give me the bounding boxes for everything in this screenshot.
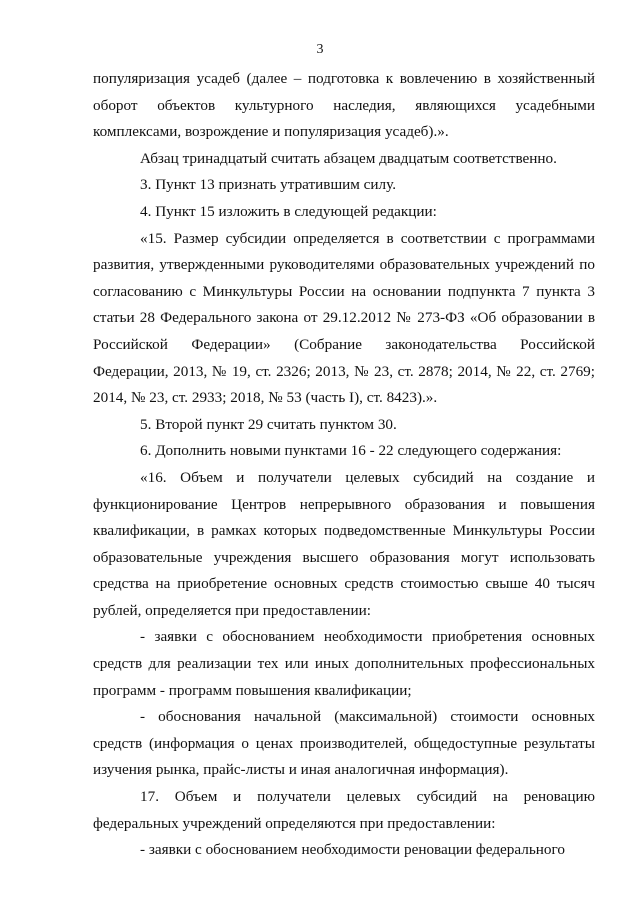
paragraph-point-17: 17. Объем и получатели целевых субсидий на реновацию федеральных учреждений определяются при предоставлении: [93,788,595,832]
paragraph-abzac: Абзац тринадцатый считать абзацем двадцатым соответственно. [140,149,557,167]
paragraph-point-15: «15. Размер субсидии определяется в соответствии с программами развития, утвержденными руководителями образовательных учреждений по согласованию с Минкультуры России на основании подпункта 7 пункта 3 статьи 28 Федерального закона от 29.12.2012 № 273-ФЗ «Об образовании в Российской Федерации» (Собрание законодательства Российской Федерации, 2013, № 19, ст. 2326; 2013, № 23, ст. 2878; 2014, № 22, ст. 2769; 2014, № 23, ст. 2933; 2018, № 53 (часть I), ст. 8423).». [93,229,595,407]
paragraph-item-3: 3. Пункт 13 признать утратившим силу. [140,176,396,194]
paragraph-bullet-renovation: - заявки с обоснованием необходимости реновации федерального [140,841,565,859]
paragraph-point-16: «16. Объем и получатели целевых субсидий на создание и функционирование Центров непрерывного образования и повышения квалификации, в рамках которых подведомственные Минкультуры России образовательные учреждения высшего образования могут использовать средства на приобретение основных средств стоимостью свыше 40 тысяч рублей, определяется при предоставлении: [93,468,595,619]
paragraph-item-6: 6. Дополнить новыми пунктами 16 - 22 следующего содержания: [140,442,562,460]
paragraph-continuation: популяризация усадеб (далее – подготовка к вовлечению в хозяйственный оборот объектов культурного наследия, являющихся усадебными комплексами, возрождение и популяризация усадеб).». [93,70,595,141]
paragraph-bullet-application: - заявки с обоснованием необходимости приобретения основных средств для реализации тех или иных дополнительных профессиональных программ - программ повышения квалификации; [93,628,595,699]
paragraph-item-5: 5. Второй пункт 29 считать пунктом 30. [140,415,397,433]
document-body [93,66,595,864]
page-number: 3 [316,42,324,57]
paragraph-bullet-price-justification: - обоснования начальной (максимальной) стоимости основных средств (информация о ценах производителей, общедоступные результаты изучения рынка, прайс-листы и иная аналогичная информация). [93,708,595,779]
paragraph-item-4: 4. Пункт 15 изложить в следующей редакции: [140,202,437,220]
